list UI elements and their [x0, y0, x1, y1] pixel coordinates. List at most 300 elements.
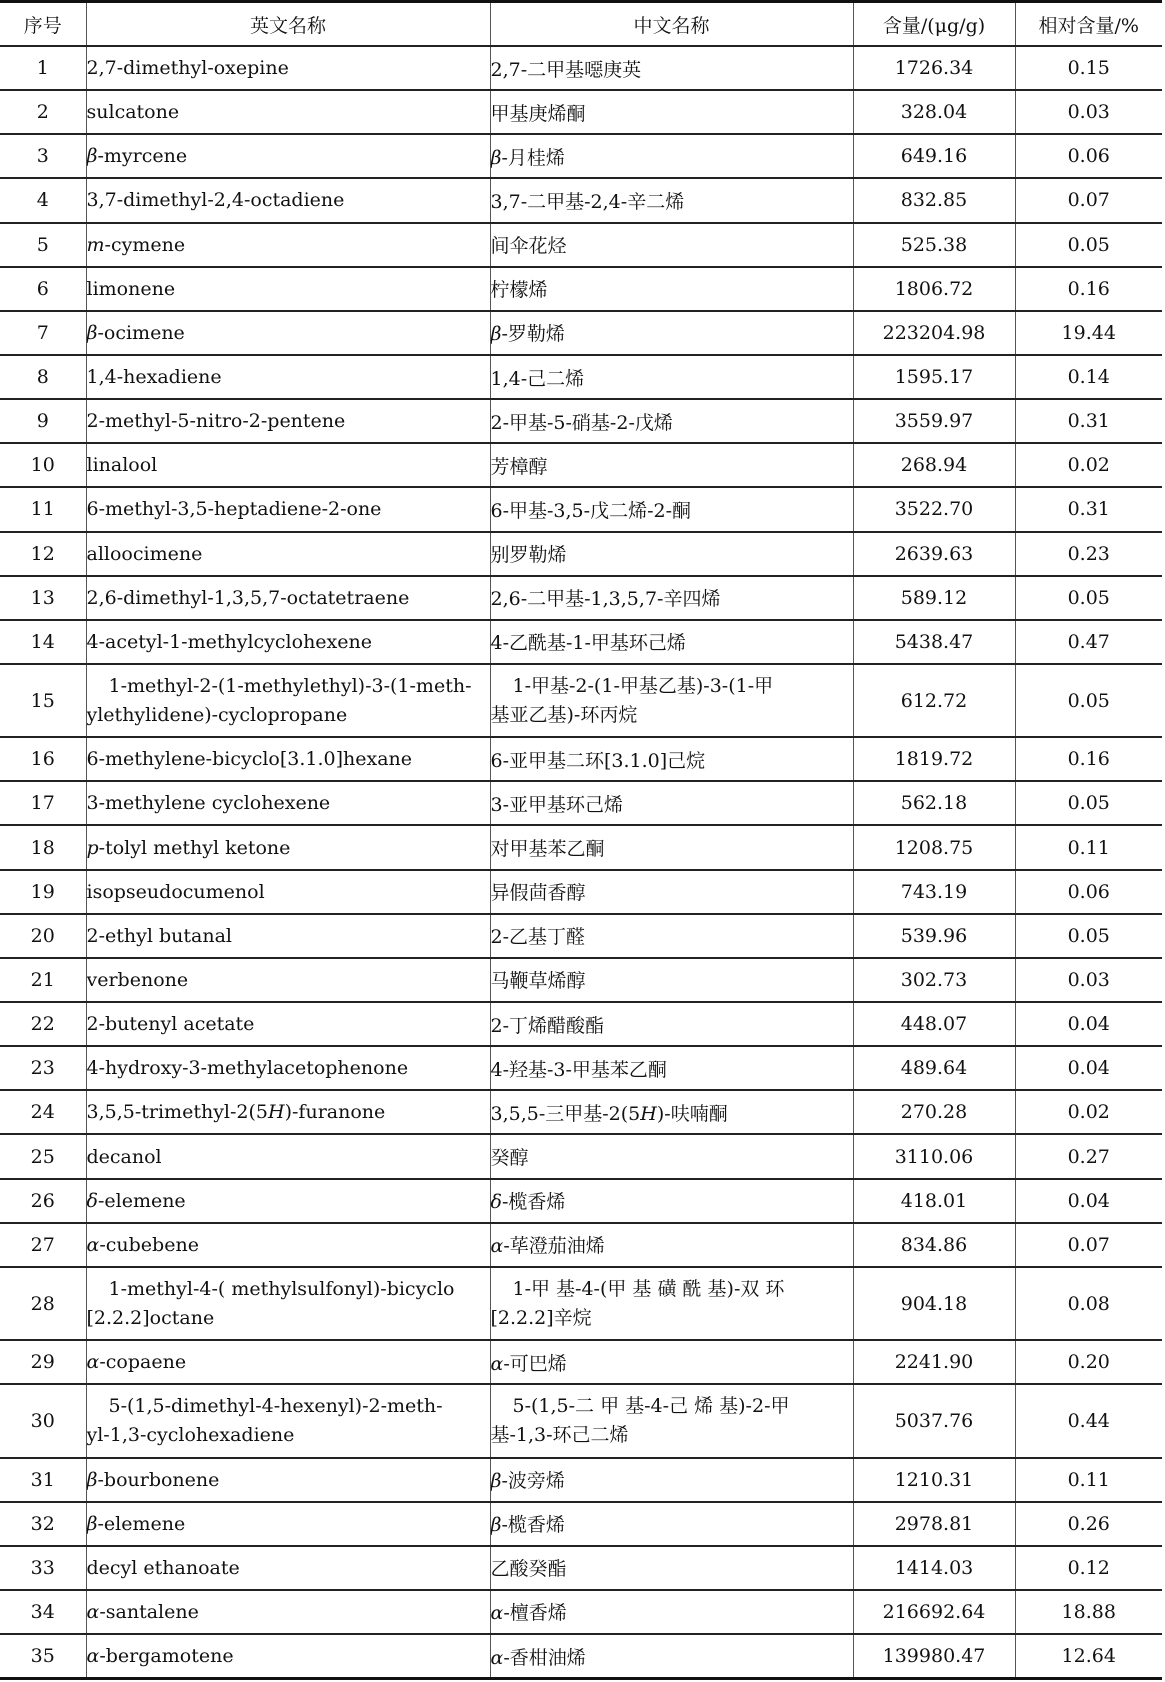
name-text: -波旁烯 [501, 1470, 565, 1493]
cell-relative-content: 0.04 [1015, 1179, 1162, 1223]
name-text: 马鞭草烯醇 [490, 970, 586, 993]
name-text: 2-ethyl butanal [86, 924, 232, 947]
table-row [0, 870, 1162, 914]
cell-content: 743.19 [853, 870, 1015, 914]
name-italic-part: β [86, 1468, 98, 1491]
name-line-2: yl-1,3-cyclohexadiene [86, 1423, 295, 1446]
table-row [0, 487, 1162, 531]
cell-content: 270.28 [853, 1090, 1015, 1134]
table-row [0, 355, 1162, 399]
cell-english-name [86, 1546, 490, 1590]
name-text: 柠檬烯 [490, 279, 548, 302]
cell-no: 27 [0, 1223, 86, 1267]
cell-content: 904.18 [853, 1267, 1015, 1340]
name-italic-part: H [640, 1102, 657, 1125]
cell-english-name [86, 355, 490, 399]
name-text: linalool [86, 454, 158, 477]
cell-chinese-name [490, 870, 853, 914]
cell-relative-content: 0.11 [1015, 1458, 1162, 1502]
table-row [0, 620, 1162, 664]
cell-content: 2639.63 [853, 532, 1015, 576]
name-line-1: 1-甲基-2-(1-甲基乙基)-3-(1-甲 [512, 674, 774, 697]
cell-no: 9 [0, 399, 86, 443]
name-italic-part: α [86, 1645, 100, 1668]
name-text: 2,7-dimethyl-oxepine [86, 57, 289, 80]
name-italic-part: β [490, 323, 502, 346]
table-row [0, 1502, 1162, 1546]
name-italic-part: δ [86, 1189, 98, 1212]
cell-english-name [86, 134, 490, 178]
table-row [0, 1590, 1162, 1634]
cell-content: 1208.75 [853, 825, 1015, 869]
cell-no: 15 [0, 664, 86, 737]
name-text: 间伞花烃 [490, 235, 567, 258]
name-text: 癸醇 [490, 1147, 529, 1170]
name-italic-part: β [86, 1512, 98, 1535]
header-no: 序号 [0, 2, 86, 47]
cell-english-name [86, 178, 490, 222]
cell-content: 223204.98 [853, 311, 1015, 355]
cell-relative-content: 0.16 [1015, 267, 1162, 311]
cell-chinese-name [490, 355, 853, 399]
cell-content: 1595.17 [853, 355, 1015, 399]
cell-content: 2241.90 [853, 1340, 1015, 1384]
name-text: -bourbonene [97, 1468, 220, 1491]
cell-no: 10 [0, 443, 86, 487]
cell-chinese-name [490, 443, 853, 487]
name-text: 4-acetyl-1-methylcyclohexene [86, 630, 372, 653]
name-text: 2-甲基-5-硝基-2-戊烯 [490, 411, 673, 434]
name-text: 异假茴香醇 [490, 882, 586, 905]
cell-content: 418.01 [853, 1179, 1015, 1223]
cell-chinese-name [490, 664, 853, 737]
cell-no: 29 [0, 1340, 86, 1384]
name-prefix: 3,5,5-trimethyl-2(5 [86, 1101, 269, 1124]
cell-no: 13 [0, 576, 86, 620]
name-text: verbenone [86, 968, 189, 991]
cell-english-name [86, 267, 490, 311]
cell-english-name [86, 620, 490, 664]
name-text: 甲基庚烯酮 [490, 102, 586, 125]
cell-chinese-name [490, 914, 853, 958]
cell-english-name [86, 1590, 490, 1634]
cell-relative-content: 0.06 [1015, 134, 1162, 178]
name-text: 别罗勒烯 [490, 544, 567, 567]
cell-chinese-name [490, 487, 853, 531]
cell-content: 2978.81 [853, 1502, 1015, 1546]
cell-chinese-name [490, 958, 853, 1002]
name-text: 1,4-己二烯 [490, 367, 585, 390]
table-row [0, 825, 1162, 869]
cell-chinese-name [490, 46, 853, 90]
cell-chinese-name [490, 1458, 853, 1502]
cell-content: 3522.70 [853, 487, 1015, 531]
table-row [0, 1458, 1162, 1502]
name-text: 乙酸癸酯 [490, 1558, 567, 1581]
cell-english-name [86, 311, 490, 355]
header-chinese-name: 中文名称 [490, 2, 853, 47]
name-text: -cymene [104, 233, 186, 256]
cell-english-name [86, 958, 490, 1002]
cell-english-name [86, 870, 490, 914]
cell-no: 6 [0, 267, 86, 311]
cell-content: 489.64 [853, 1046, 1015, 1090]
cell-no: 34 [0, 1590, 86, 1634]
name-text: 3-methylene cyclohexene [86, 792, 331, 815]
name-text: -榄香烯 [501, 1514, 565, 1537]
table-row [0, 1090, 1162, 1134]
name-text: 3,7-dimethyl-2,4-octadiene [86, 189, 345, 212]
name-text: 2,6-dimethyl-1,3,5,7-octatetraene [86, 586, 410, 609]
name-text: 6-methyl-3,5-heptadiene-2-one [86, 498, 382, 521]
cell-chinese-name [490, 825, 853, 869]
name-italic-part: α [490, 1646, 504, 1669]
cell-content: 539.96 [853, 914, 1015, 958]
cell-content: 1806.72 [853, 267, 1015, 311]
cell-content: 834.86 [853, 1223, 1015, 1267]
name-italic-part: β [86, 321, 98, 344]
name-italic-part: m [86, 233, 105, 256]
cell-no: 19 [0, 870, 86, 914]
cell-english-name [86, 1002, 490, 1046]
cell-relative-content: 0.12 [1015, 1546, 1162, 1590]
cell-english-name [86, 1179, 490, 1223]
table-row [0, 311, 1162, 355]
name-line-2: 基亚乙基)-环丙烷 [490, 703, 638, 726]
cell-chinese-name [490, 134, 853, 178]
cell-english-name [86, 737, 490, 781]
name-text: -copaene [99, 1351, 187, 1374]
table-row [0, 781, 1162, 825]
name-italic-part: α [86, 1351, 100, 1374]
cell-relative-content: 0.08 [1015, 1267, 1162, 1340]
name-italic-part: β [490, 146, 502, 169]
name-text: )-呋喃酮 [656, 1102, 728, 1125]
cell-english-name [86, 1340, 490, 1384]
cell-relative-content: 0.05 [1015, 781, 1162, 825]
cell-relative-content: 0.05 [1015, 914, 1162, 958]
cell-chinese-name [490, 576, 853, 620]
cell-english-name [86, 1090, 490, 1134]
cell-chinese-name [490, 1223, 853, 1267]
cell-no: 22 [0, 1002, 86, 1046]
cell-no: 11 [0, 487, 86, 531]
name-line-2: 基-1,3-环己二烯 [490, 1423, 629, 1446]
table-row [0, 1134, 1162, 1178]
cell-relative-content: 0.05 [1015, 664, 1162, 737]
cell-content: 525.38 [853, 223, 1015, 267]
cell-content: 832.85 [853, 178, 1015, 222]
cell-english-name [86, 532, 490, 576]
cell-no: 26 [0, 1179, 86, 1223]
name-text: 3,7-二甲基-2,4-辛二烯 [490, 190, 685, 213]
name-line-1: 1-methyl-2-(1-methylethyl)-3-(1-meth- [108, 674, 472, 697]
cell-relative-content: 0.26 [1015, 1502, 1162, 1546]
cell-english-name [86, 1502, 490, 1546]
cell-relative-content: 0.20 [1015, 1340, 1162, 1384]
cell-no: 30 [0, 1384, 86, 1457]
cell-english-name [86, 1267, 490, 1340]
name-italic-part: β [86, 145, 98, 168]
cell-english-name [86, 46, 490, 90]
header-english-name: 英文名称 [86, 2, 490, 47]
cell-english-name [86, 1458, 490, 1502]
cell-chinese-name [490, 90, 853, 134]
cell-english-name [86, 825, 490, 869]
name-text: -ocimene [97, 321, 185, 344]
cell-chinese-name [490, 311, 853, 355]
cell-content: 448.07 [853, 1002, 1015, 1046]
cell-english-name [86, 914, 490, 958]
cell-no: 8 [0, 355, 86, 399]
cell-chinese-name [490, 737, 853, 781]
cell-chinese-name [490, 1267, 853, 1340]
name-italic-part: δ [490, 1191, 502, 1214]
name-text: -荜澄茄油烯 [503, 1235, 605, 1258]
cell-no: 23 [0, 1046, 86, 1090]
table-row [0, 223, 1162, 267]
name-italic-part: α [86, 1600, 100, 1623]
name-text: 6-methylene-bicyclo[3.1.0]hexane [86, 748, 413, 771]
cell-chinese-name [490, 1090, 853, 1134]
cell-no: 31 [0, 1458, 86, 1502]
cell-relative-content: 0.07 [1015, 178, 1162, 222]
name-text: limonene [86, 277, 176, 300]
cell-content: 1210.31 [853, 1458, 1015, 1502]
cell-english-name [86, 781, 490, 825]
cell-no: 17 [0, 781, 86, 825]
table-row [0, 1179, 1162, 1223]
cell-relative-content: 0.05 [1015, 223, 1162, 267]
name-italic-part: β [490, 1514, 502, 1537]
cell-chinese-name [490, 1590, 853, 1634]
cell-relative-content: 0.02 [1015, 1090, 1162, 1134]
cell-chinese-name [490, 1179, 853, 1223]
table-row [0, 1340, 1162, 1384]
cell-english-name [86, 576, 490, 620]
cell-relative-content: 0.47 [1015, 620, 1162, 664]
cell-no: 33 [0, 1546, 86, 1590]
cell-relative-content: 12.64 [1015, 1634, 1162, 1678]
name-text: )-furanone [284, 1101, 386, 1124]
cell-content: 562.18 [853, 781, 1015, 825]
name-text: -可巴烯 [503, 1352, 567, 1375]
name-italic-part: α [490, 1352, 504, 1375]
cell-content: 1726.34 [853, 46, 1015, 90]
cell-content: 1819.72 [853, 737, 1015, 781]
cell-relative-content: 0.02 [1015, 443, 1162, 487]
name-text: -榄香烯 [501, 1191, 566, 1214]
name-text: -月桂烯 [501, 146, 565, 169]
cell-content: 216692.64 [853, 1590, 1015, 1634]
name-line-1: 5-(1,5-dimethyl-4-hexenyl)-2-meth- [108, 1394, 443, 1417]
cell-english-name [86, 1046, 490, 1090]
name-text: 芳樟醇 [490, 455, 548, 478]
name-line-2: [2.2.2]辛烷 [490, 1306, 592, 1329]
cell-relative-content: 0.15 [1015, 46, 1162, 90]
cell-relative-content: 0.04 [1015, 1046, 1162, 1090]
cell-english-name [86, 1384, 490, 1457]
cell-english-name [86, 487, 490, 531]
name-text: 3-亚甲基环己烯 [490, 793, 624, 816]
cell-no: 20 [0, 914, 86, 958]
cell-no: 24 [0, 1090, 86, 1134]
cell-no: 4 [0, 178, 86, 222]
cell-relative-content: 0.03 [1015, 90, 1162, 134]
name-italic-part: α [86, 1233, 100, 1256]
name-text: sulcatone [86, 101, 180, 124]
table-row [0, 90, 1162, 134]
cell-relative-content: 19.44 [1015, 311, 1162, 355]
cell-english-name [86, 664, 490, 737]
cell-relative-content: 0.04 [1015, 1002, 1162, 1046]
name-line-1: 1-methyl-4-( methylsulfonyl)-bicyclo [108, 1277, 455, 1300]
cell-no: 7 [0, 311, 86, 355]
name-text: -檀香烯 [503, 1602, 567, 1625]
name-italic-part: p [86, 836, 99, 859]
cell-content: 328.04 [853, 90, 1015, 134]
cell-chinese-name [490, 1046, 853, 1090]
header-row [0, 2, 1162, 47]
cell-content: 649.16 [853, 134, 1015, 178]
name-text: decyl ethanoate [86, 1556, 240, 1579]
table-row [0, 914, 1162, 958]
table-row [0, 1046, 1162, 1090]
table-row [0, 576, 1162, 620]
cell-content: 5037.76 [853, 1384, 1015, 1457]
cell-chinese-name [490, 532, 853, 576]
name-text: 2,6-二甲基-1,3,5,7-辛四烯 [490, 588, 721, 611]
cell-english-name [86, 399, 490, 443]
name-italic-part: α [490, 1235, 504, 1258]
cell-no: 18 [0, 825, 86, 869]
cell-no: 21 [0, 958, 86, 1002]
cell-chinese-name [490, 1634, 853, 1678]
name-text: -bergamotene [99, 1645, 234, 1668]
name-text: -santalene [99, 1600, 199, 1623]
cell-chinese-name [490, 399, 853, 443]
name-text: 6-亚甲基二环[3.1.0]己烷 [490, 749, 706, 772]
cell-chinese-name [490, 1340, 853, 1384]
cell-relative-content: 0.07 [1015, 1223, 1162, 1267]
cell-relative-content: 0.31 [1015, 399, 1162, 443]
table-row [0, 1546, 1162, 1590]
name-line-2: ylethylidene)-cyclopropane [86, 703, 348, 726]
cell-relative-content: 0.14 [1015, 355, 1162, 399]
name-text: -myrcene [97, 145, 188, 168]
name-text: 4-hydroxy-3-methylacetophenone [86, 1057, 409, 1080]
cell-chinese-name [490, 178, 853, 222]
name-text: 1,4-hexadiene [86, 366, 222, 389]
cell-relative-content: 0.03 [1015, 958, 1162, 1002]
name-text: 4-乙酰基-1-甲基环己烯 [490, 632, 686, 655]
name-text: -cubebene [99, 1233, 199, 1256]
cell-chinese-name [490, 1546, 853, 1590]
cell-relative-content: 0.06 [1015, 870, 1162, 914]
cell-no: 35 [0, 1634, 86, 1678]
cell-english-name [86, 1134, 490, 1178]
table-row [0, 134, 1162, 178]
name-text: -elemene [97, 1189, 186, 1212]
cell-chinese-name [490, 781, 853, 825]
table-body [0, 46, 1162, 1679]
name-text: alloocimene [86, 542, 203, 565]
cell-english-name [86, 1634, 490, 1678]
cell-content: 139980.47 [853, 1634, 1015, 1678]
table-row [0, 178, 1162, 222]
name-text: isopseudocumenol [86, 880, 265, 903]
table-row [0, 267, 1162, 311]
cell-english-name [86, 223, 490, 267]
cell-no: 28 [0, 1267, 86, 1340]
table-row [0, 737, 1162, 781]
name-italic-part: α [490, 1602, 504, 1625]
cell-chinese-name [490, 223, 853, 267]
cell-relative-content: 0.31 [1015, 487, 1162, 531]
name-text: 2,7-二甲基噁庚英 [490, 58, 642, 81]
name-line-2: [2.2.2]octane [86, 1306, 215, 1329]
cell-content: 268.94 [853, 443, 1015, 487]
cell-no: 14 [0, 620, 86, 664]
name-text: -香柑油烯 [503, 1646, 586, 1669]
cell-content: 5438.47 [853, 620, 1015, 664]
name-text: -elemene [97, 1512, 186, 1535]
name-text: 2-butenyl acetate [86, 1013, 255, 1036]
cell-content: 3559.97 [853, 399, 1015, 443]
cell-no: 25 [0, 1134, 86, 1178]
name-italic-part: β [490, 1470, 502, 1493]
cell-content: 612.72 [853, 664, 1015, 737]
cell-relative-content: 0.27 [1015, 1134, 1162, 1178]
cell-content: 1414.03 [853, 1546, 1015, 1590]
cell-english-name [86, 90, 490, 134]
cell-content: 3110.06 [853, 1134, 1015, 1178]
cell-relative-content: 0.11 [1015, 825, 1162, 869]
cell-chinese-name [490, 1502, 853, 1546]
cell-relative-content: 0.44 [1015, 1384, 1162, 1457]
table-row [0, 1634, 1162, 1678]
name-text: 对甲基苯乙酮 [490, 838, 605, 861]
name-text: 2-丁烯醋酸酯 [490, 1014, 605, 1037]
table-row [0, 1223, 1162, 1267]
cell-no: 3 [0, 134, 86, 178]
name-text: 6-甲基-3,5-戊二烯-2-酮 [490, 499, 691, 522]
table-row [0, 399, 1162, 443]
table-row [0, 664, 1162, 737]
table-row [0, 46, 1162, 90]
cell-no: 5 [0, 223, 86, 267]
cell-chinese-name [490, 620, 853, 664]
cell-english-name [86, 1223, 490, 1267]
name-italic-part: H [268, 1101, 285, 1124]
cell-english-name [86, 443, 490, 487]
cell-relative-content: 0.23 [1015, 532, 1162, 576]
cell-relative-content: 0.05 [1015, 576, 1162, 620]
name-text: decanol [86, 1145, 162, 1168]
header-content: 含量/(μg/g) [853, 2, 1015, 47]
cell-relative-content: 0.16 [1015, 737, 1162, 781]
table-row [0, 1267, 1162, 1340]
name-line-1: 1-甲 基-4-(甲 基 磺 酰 基)-双 环 [512, 1277, 785, 1300]
cell-chinese-name [490, 267, 853, 311]
cell-no: 32 [0, 1502, 86, 1546]
cell-no: 2 [0, 90, 86, 134]
name-text: -罗勒烯 [501, 323, 565, 346]
name-prefix: 3,5,5-三甲基-2(5 [490, 1102, 641, 1125]
name-text: -tolyl methyl ketone [98, 836, 291, 859]
header-relative-content: 相对含量/% [1015, 2, 1162, 47]
name-text: 2-乙基丁醛 [490, 926, 586, 949]
